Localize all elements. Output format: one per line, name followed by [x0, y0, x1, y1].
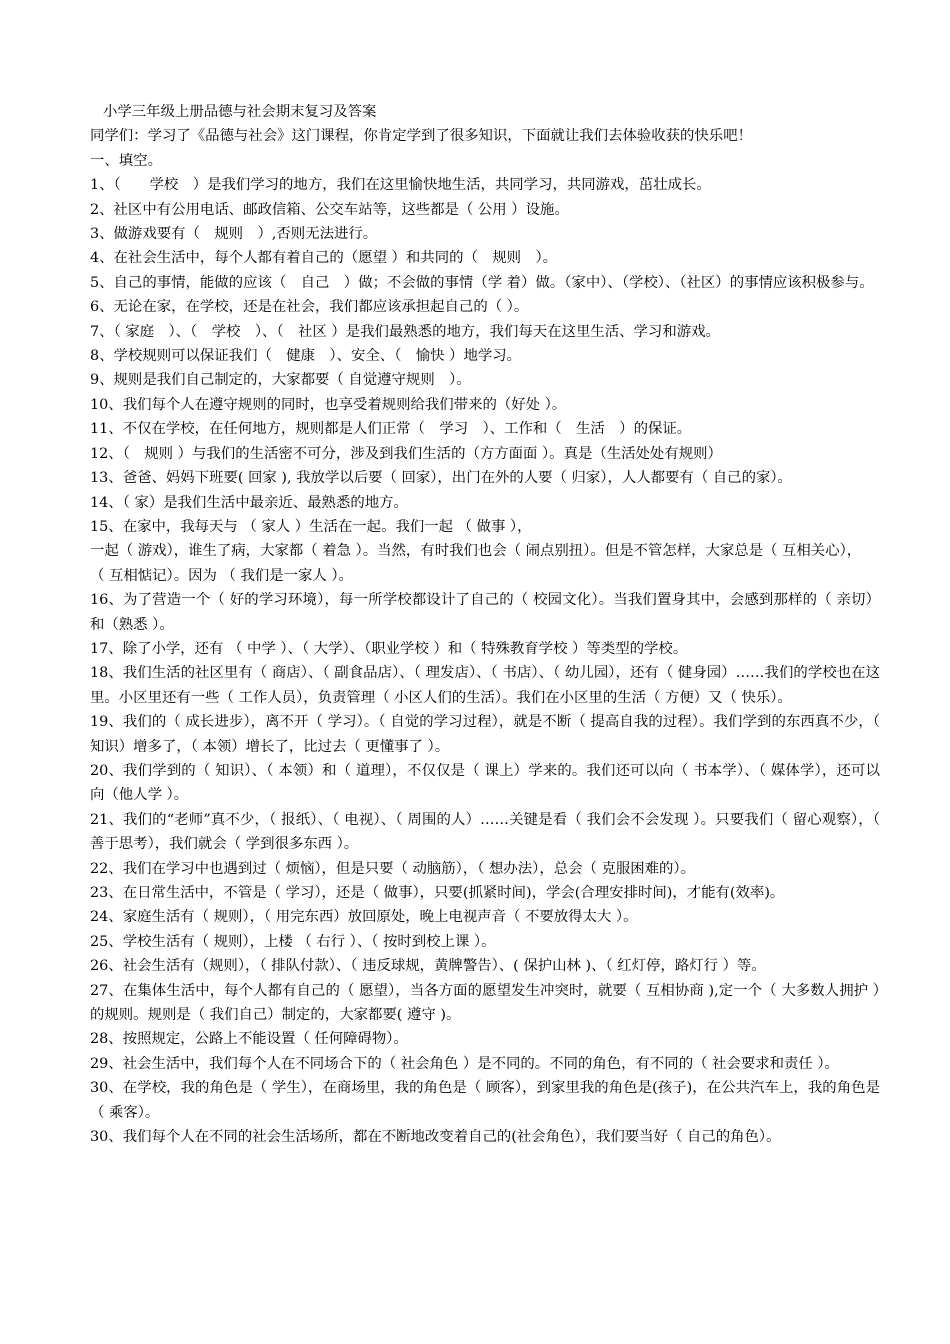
list-item: 5、自己的事情，能做的应该（ 自己 ）做；不会做的事情（学 着）做。（家中）、（学校）、（社区）的事情应该积极参与。 [90, 274, 874, 291]
list-item: 4、在社会生活中，每个人都有着自己的（愿望 ）和共同的（ 规则 ）。 [90, 250, 558, 267]
list-item: 26、社会生活有（规则），（ 排队付款）、（ 违反球规，黄牌警告）、( 保护山林 )、（ 红灯停，路灯行 ）等。 [90, 958, 766, 975]
list-item: 7、（ 家庭 ）、（ 学校 ）、（ 社区 ）是我们最熟悉的地方，我们每天在这里生活、学习和游戏。 [90, 323, 720, 340]
list-item: 23、在日常生活中，不管是（ 学习），还是（ 做事），只要(抓紧时间)，学会(合理安排时间)，才能有(效率)。 [90, 885, 785, 901]
list-item: 14、（ 家）是我们生活中最亲近、最熟悉的地方。 [90, 494, 408, 511]
list-item: 22、我们在学习中也遇到过（ 烦恼），但是只要（ 动脑筋），（ 想办法），总会（ 克服困难的）。 [90, 860, 696, 877]
list-item: 11、不仅在学校，在任何地方，规则都是人们正常（ 学习 ）、工作和（ 生活 ）的保证。 [90, 421, 692, 438]
list-item: 18、我们生活的社区里有（ 商店）、（ 副食品店）、（ 理发店）、（ 书店）、（ 幼儿园），还有（ 健身园）……我们的学校也在这里。小区里还有一些（ 工作人员），负责管理（ 小区人们的生活）。我们在小区里的生活（ 方便）又（ 快乐）。 [90, 665, 880, 706]
list-item: 29、社会生活中，我们每个人在不同场合下的（ 社会角色 ）是不同的。不同的角色，有不同的（ 社会要求和责任 ）。 [90, 1055, 839, 1072]
list-item: 28、按照规定，公路上不能设置（ 任何障碍物）。 [90, 1031, 408, 1048]
list-item: 27、在集体生活中，每个人都有自己的（ 愿望），当各方面的愿望发生冲突时，就要（ 互相协商 ),定一个（ 大多数人拥护 ）的规则。规则是（ 我们自己）制定的，大家都要( 遵守 )。 [90, 982, 880, 1024]
list-item: 一起（ 游戏），谁生了病，大家都（ 着急 ）。当然，有时我们也会（ 闹点别扭）。但是不管怎样，大家总是（ 互相关心）， [90, 543, 862, 560]
list-item: 24、家庭生活有（ 规则），（ 用完东西）放回原处，晚上电视声音（ 不要放得太大 ）。 [90, 909, 638, 926]
list-item: 17、除了小学，还有 （ 中学 ）、（ 大学）、（职业学校 ）和（ 特殊教育学校 ）等类型的学校。 [90, 640, 688, 657]
list-item: 19、我们的（ 成长进步），离不开（ 学习）。（ 自觉的学习过程），就是不断（ 提高自我的过程）。我们学到的东西真不少，（ 知识）增多了，（ 本领）增长了，比过去（ 更懂事了 ）。 [90, 714, 880, 755]
list-item: 25、学校生活有（ 规则），上楼 （ 右行 ）、（ 按时到校上课 ）。 [90, 933, 496, 950]
list-item: 13、爸爸、妈妈下班要( 回家 ), 我放学以后要（ 回家），出门在外的人要（ 归家），人人都要有（ 自己的家）。 [90, 470, 792, 487]
list-item: 15、在家中，我每天与 （ 家人 ）生活在一起。我们一起 （ 做事 ）， [90, 518, 532, 535]
list-item: 3、做游戏要有（ 规则 ）,否则无法进行。 [90, 226, 378, 243]
list-item: 20、我们学到的（ 知识）、（ 本领）和（ 道理），不仅仅是（ 课上）学来的。我们还可以向（ 书本学）、（ 媒体学），还可以向（他人学 ）。 [90, 762, 880, 804]
list-item: 16、为了营造一个（ 好的学习环境），每一所学校都设计了自己的（ 校园文化）。当我们置身其中，会感到那样的（ 亲切）和（熟悉 ）。 [90, 592, 880, 633]
list-item: 9、规则是我们自己制定的，大家都要（ 自觉遵守规则 ）。 [90, 372, 471, 389]
section-heading: 一、填空。 [90, 152, 162, 169]
list-item: 21、我们的“老师”真不少，（ 报纸）、（ 电视）、（ 周围的人）……关键是看（ 我们会不会发现 ）。只要我们（ 留心观察），（ 善于思考），我们就会（ 学到很多东西 ）。 [90, 811, 880, 853]
list-item: （ 互相惦记）。因为 （ 我们是一家人 ）。 [90, 567, 353, 584]
list-item: 1、（ 学校 ）是我们学习的地方，我们在这里愉快地生活，共同学习，共同游戏，茁壮成长。 [90, 177, 711, 194]
list-item: 30、在学校，我的角色是（ 学生），在商场里，我的角色是（ 顾客），到家里我的角色是(孩子)，在公共汽车上，我的角色是（ 乘客）。 [90, 1080, 880, 1121]
document-title: 小学三年级上册品德与社会期末复习及答案 [103, 104, 377, 120]
list-item: 30、我们每个人在不同的社会生活场所，都在不断地改变着自己的(社会角色），我们要当好（ 自己的角色）。 [90, 1129, 781, 1146]
list-item: 10、我们每个人在遵守规则的同时，也享受着规则给我们带来的（好处 ）。 [90, 396, 567, 413]
list-item: 8、学校规则可以保证我们（ 健康 ）、安全、（ 愉快 ）地学习。 [90, 348, 522, 365]
list-item: 6、无论在家，在学校，还是在社会，我们都应该承担起自己的（ ）。 [90, 299, 529, 316]
list-item: 12、（ 规则 ）与我们的生活密不可分，涉及到我们生活的（方方面面 ）。真是（生活处处有规则） [90, 445, 722, 462]
document-page [90, 100, 880, 1149]
fill-in-list [90, 173, 880, 1149]
list-item: 2、社区中有公用电话、邮政信箱、公交车站等，这些都是（ 公用 ）设施。 [90, 201, 569, 218]
intro-paragraph: 同学们：学习了《品德与社会》这门课程，你肯定学到了很多知识，下面就让我们去体验收获的快乐吧！ [90, 128, 752, 145]
